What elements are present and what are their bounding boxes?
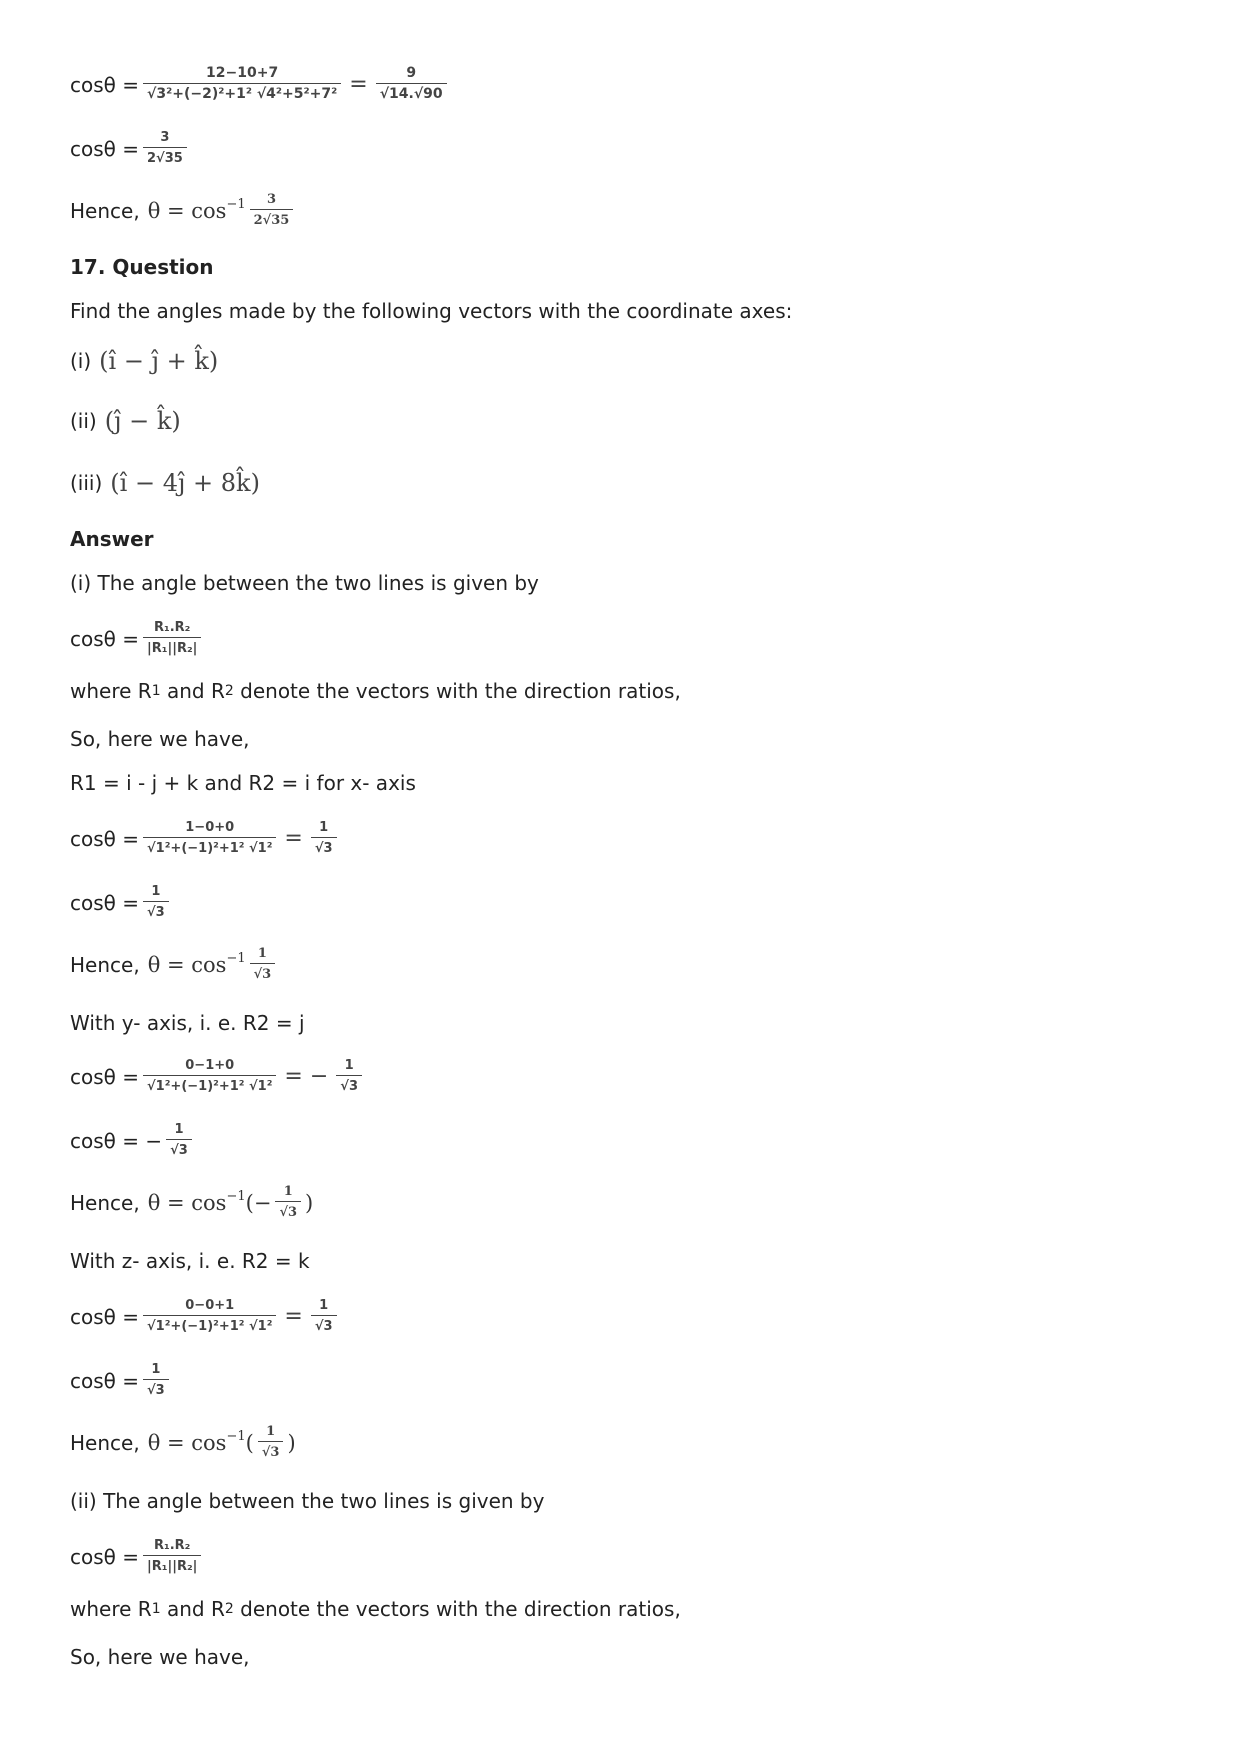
fraction: $\frac{1}{√3}$ bbox=[143, 884, 169, 921]
equation-line: cosθ = $\frac{3}{2√35}$ bbox=[70, 130, 191, 167]
fraction: $\frac{1}{√3}$ bbox=[311, 820, 337, 857]
question-item: (iii) (î − 4ĵ + 8k̂) bbox=[70, 469, 260, 497]
equation-line: cosθ = $\frac{0-1+0}{\text{√1²+(−1)²+1² √1²}}$ = − $\frac{1}{√3}$ bbox=[70, 1058, 366, 1095]
fraction: $\frac{9}{√14.√90}$ bbox=[376, 66, 447, 103]
result-line: Hence, θ = cos −1 (− $\frac{1}{√3}$ ) bbox=[70, 1184, 314, 1220]
fraction: $\frac{0-1+0}{\text{√1²+(−1)²+1² √1²}}$ bbox=[143, 1058, 276, 1095]
fraction: $\frac{1}{√3}$ bbox=[166, 1122, 192, 1159]
equation-line: cosθ = $\frac{0-0+1}{\text{√1²+(−1)²+1² √1²}}$ = $\frac{1}{√3}$ bbox=[70, 1298, 341, 1335]
fraction: $\frac{\text{R₁.R₂}}{\text{|R₁||R₂|}}$ bbox=[143, 1538, 201, 1575]
fraction: $\frac{12-10+7}{\text{√3²+(−2)²+1² √4²+5²+7²}}$ bbox=[143, 66, 341, 103]
paragraph: (ii) The angle between the two lines is given by bbox=[70, 1489, 545, 1513]
fraction: $\frac{1}{√3}$ bbox=[143, 1362, 169, 1399]
equation-line: cosθ = $\frac{12-10+7}{\text{√3²+(−2)²+1² √4²+5²+7²}}$ = $\frac{9}{√14.√90}$ bbox=[70, 66, 451, 103]
paragraph: (i) The angle between the two lines is given by bbox=[70, 571, 539, 595]
fraction: $\frac{3}{2√35}$ bbox=[250, 192, 294, 229]
equation-line: cosθ = $\frac{1}{√3}$ bbox=[70, 884, 173, 921]
result-line: Hence, θ = cos −1 $\frac{1}{√3}$ bbox=[70, 946, 279, 983]
equation-line: cosθ = $\frac{1-0+0}{\text{√1²+(−1)²+1² √1²}}$ = $\frac{1}{√3}$ bbox=[70, 820, 341, 857]
fraction: $\frac{1}{√3}$ bbox=[336, 1058, 362, 1095]
fraction: $\frac{0-0+1}{\text{√1²+(−1)²+1² √1²}}$ bbox=[143, 1298, 276, 1335]
paragraph: R1 = i - j + k and R2 = i for x- axis bbox=[70, 771, 416, 795]
paragraph: With y- axis, i. e. R2 = j bbox=[70, 1011, 305, 1035]
paragraph: where R 1 and R 2 denote the vectors with the direction ratios, bbox=[70, 679, 681, 703]
equation-label: cosθ = bbox=[70, 72, 140, 97]
paragraph: So, here we have, bbox=[70, 727, 250, 751]
question-heading: 17. Question bbox=[70, 255, 214, 279]
fraction: $\frac{1}{√3}$ bbox=[311, 1298, 337, 1335]
equation-line: cosθ = − $\frac{1}{√3}$ bbox=[70, 1122, 196, 1159]
fraction: $\frac{1-0+0}{\text{√1²+(−1)²+1² √1²}}$ bbox=[143, 820, 276, 857]
fraction: $\frac{1}{√3}$ bbox=[275, 1184, 301, 1221]
result-line: Hence, θ = cos −1 ( $\frac{1}{√3}$ ) bbox=[70, 1424, 296, 1460]
fraction: $\frac{1}{√3}$ bbox=[250, 946, 276, 983]
fraction: $\frac{\text{R₁.R₂}}{\text{|R₁||R₂|}}$ bbox=[143, 620, 201, 657]
fraction: $\frac{3}{2√35}$ bbox=[143, 130, 187, 167]
equation-line: cosθ = $\frac{\text{R₁.R₂}}{\text{|R₁||R₂|}}$ bbox=[70, 1538, 205, 1575]
question-text: Find the angles made by the following vectors with the coordinate axes: bbox=[70, 299, 793, 323]
paragraph: With z- axis, i. e. R2 = k bbox=[70, 1249, 310, 1273]
equation-line: cosθ = $\frac{\text{R₁.R₂}}{\text{|R₁||R₂|}}$ bbox=[70, 620, 205, 657]
paragraph: where R 1 and R 2 denote the vectors with the direction ratios, bbox=[70, 1597, 681, 1621]
equation-line: cosθ = $\frac{1}{√3}$ bbox=[70, 1362, 173, 1399]
result-line: Hence, θ = cos −1 $\frac{3}{2√35}$ bbox=[70, 192, 297, 229]
answer-heading: Answer bbox=[70, 527, 154, 551]
question-item: (i) (î − ĵ + k̂) bbox=[70, 347, 219, 375]
fraction: $\frac{1}{√3}$ bbox=[258, 1424, 284, 1461]
question-item: (ii) (ĵ − k̂) bbox=[70, 407, 181, 435]
paragraph: So, here we have, bbox=[70, 1645, 250, 1669]
